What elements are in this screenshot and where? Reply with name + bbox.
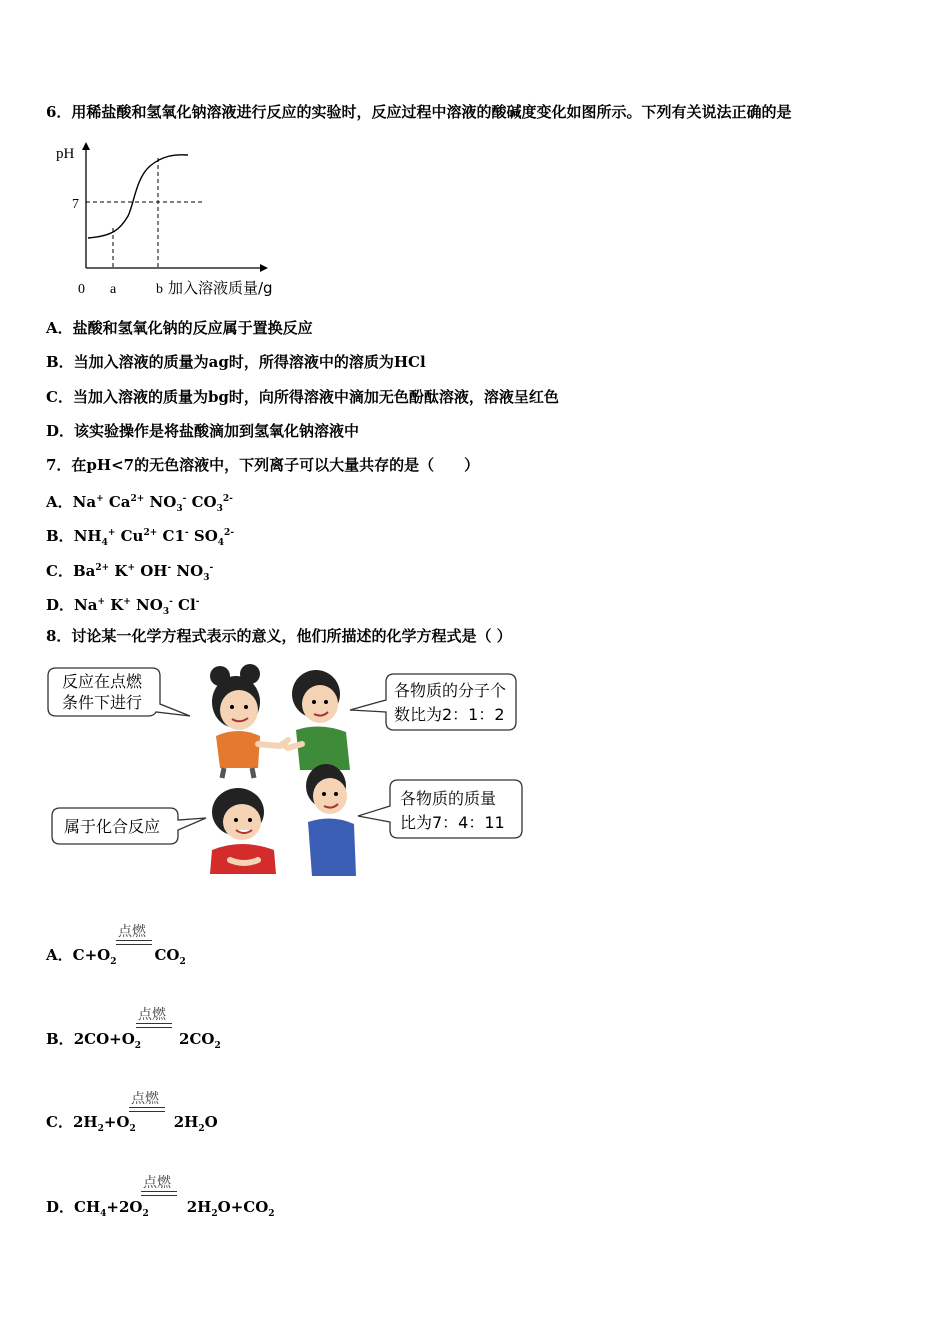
bubble-1-line1: 反应在点燃 — [62, 672, 143, 691]
boy-red-figure — [210, 788, 276, 874]
x-tick-b: b — [156, 282, 163, 297]
q8-option-c-label: C． — [46, 1113, 73, 1131]
q8-option-c-reactants: $2H_2+O_2$ — [72, 1113, 136, 1134]
q8-option-c-products: $2H_2O$ — [173, 1113, 218, 1134]
q8-option-a[interactable] — [46, 944, 186, 967]
q8-option-b-reactants: $2CO+O_2$ — [73, 1030, 142, 1051]
q6-option-a[interactable]: A．盐酸和氢氧化钠的反应属于置换反应 — [46, 319, 313, 337]
q8-option-a-reactants: $C+O_2$ — [72, 946, 117, 967]
q7-option-d-ions: Na+ K+ $NO_3^-$ Cl- — [74, 596, 200, 617]
q8-option-c-condition: 点燃 — [131, 1091, 159, 1107]
q7-option-a-ions: Na+ $Ca^{2+}$ $NO_3^-$ $CO_3^{2-}$ — [72, 493, 233, 514]
bubble-4-line1: 各物质的质量 — [400, 789, 497, 808]
q8-option-d-label: D． — [46, 1198, 75, 1216]
bubble-2-line2: 数比为2：1：2 — [394, 705, 505, 724]
q6-option-c[interactable]: C．当加入溶液的质量为bg时，向所得溶液中滴加无色酚酞溶液，溶液呈红色 — [46, 388, 559, 406]
origin-label: 0 — [78, 282, 85, 297]
bubble-4-line2: 比为7：4：11 — [400, 813, 505, 832]
q8-option-d-condition: 点燃 — [143, 1175, 171, 1191]
q7-option-c-ions: $Ba^{2+}$ K+ OH- $NO_3^-$ — [72, 562, 214, 583]
q7-option-d[interactable] — [46, 592, 199, 622]
q7-option-d-label: D． — [46, 596, 75, 614]
bubble-3-text: 属于化合反应 — [64, 817, 161, 836]
ph-graph — [50, 138, 300, 308]
ph-curve — [88, 155, 188, 238]
q7-option-c[interactable] — [46, 558, 213, 588]
q6-option-b[interactable]: B．当加入溶液的质量为ag时，所得溶液中的溶质为HCl — [46, 353, 426, 371]
girl-figure — [210, 664, 288, 778]
bubble-2-line1: 各物质的分子个 — [394, 681, 507, 700]
y-axis-label: pH — [56, 146, 75, 162]
q8-option-c[interactable] — [46, 1111, 218, 1134]
y-tick-7: 7 — [72, 197, 79, 212]
boy-green-figure — [282, 670, 350, 770]
q8-option-a-products: $CO_2$ — [154, 946, 186, 967]
q8-option-a-label: A． — [46, 946, 73, 964]
q8-stem: 8．讨论某一化学方程式表示的意义，他们所描述的化学方程式是（ ） — [46, 627, 512, 645]
q8-option-b-products: $2CO_2$ — [179, 1030, 221, 1051]
bubble-1-line2: 条件下进行 — [62, 693, 143, 712]
q7-option-b-ions: $NH_4^+$ $Cu^{2+}$ C1- $SO_4^{2-}$ — [73, 527, 235, 548]
q8-option-b[interactable] — [46, 1028, 221, 1051]
y-axis-arrow-icon — [82, 142, 90, 150]
q7-option-b-label: B． — [46, 527, 74, 545]
x-tick-a: a — [110, 282, 117, 297]
q7-option-a[interactable] — [46, 489, 233, 519]
discussion-cartoon — [44, 660, 534, 882]
q8-option-b-label: B． — [46, 1030, 74, 1048]
q6-option-d[interactable]: D．该实验操作是将盐酸滴加到氢氧化钠溶液中 — [46, 422, 360, 440]
q8-option-a-condition: 点燃 — [118, 924, 146, 940]
x-axis-label: 加入溶液质量/g — [168, 279, 273, 297]
q8-option-b-condition: 点燃 — [138, 1007, 166, 1023]
q7-option-c-label: C． — [46, 562, 73, 580]
q7-stem: 7．在pH<7的无色溶液中，下列离子可以大量共存的是（ ） — [46, 456, 480, 474]
q7-option-b[interactable] — [46, 523, 234, 553]
q6-stem: 6．用稀盐酸和氢氧化钠溶液进行反应的实验时，反应过程中溶液的酸碱度变化如图所示。下列有关说法正确的是 — [46, 103, 792, 121]
q8-option-d-products: $2H_2O+CO_2$ — [186, 1198, 275, 1219]
x-axis-arrow-icon — [260, 264, 268, 272]
q8-option-d[interactable] — [46, 1196, 275, 1219]
q7-option-a-label: A． — [46, 493, 73, 511]
q8-option-d-reactants: $CH_4+2O_2$ — [74, 1198, 149, 1219]
boy-blue-figure — [306, 764, 356, 876]
